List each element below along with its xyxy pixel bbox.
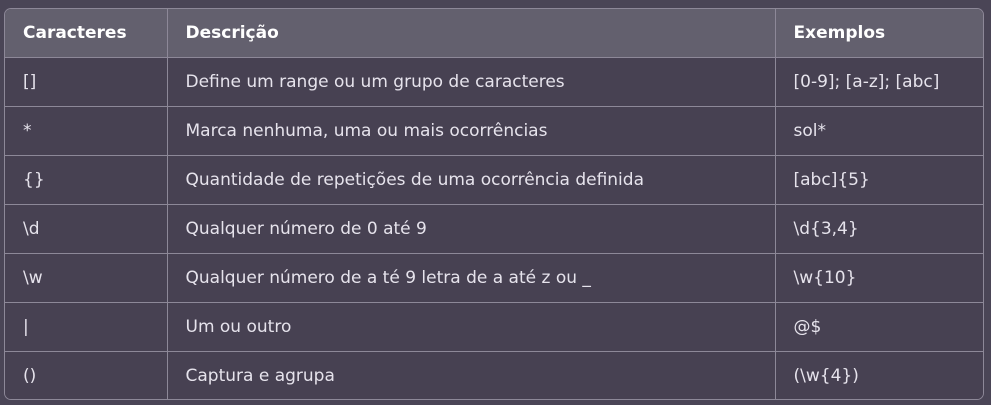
regex-table-container <box>4 8 984 400</box>
cell-descricao: Captura e agrupa <box>167 351 775 400</box>
cell-descricao: Qualquer número de a té 9 letra de a até z ou _ <box>167 253 775 302</box>
cell-caractere: [] <box>5 57 167 106</box>
cell-exemplo: \d{3,4} <box>775 204 983 253</box>
cell-descricao: Define um range ou um grupo de caracteres <box>167 57 775 106</box>
header-descricao: Descrição <box>167 9 775 57</box>
cell-exemplo: sol* <box>775 106 983 155</box>
cell-descricao: Marca nenhuma, uma ou mais ocorrências <box>167 106 775 155</box>
cell-caractere: | <box>5 302 167 351</box>
header-exemplos: Exemplos <box>775 9 983 57</box>
cell-caractere: \d <box>5 204 167 253</box>
header-row <box>5 9 983 57</box>
cell-caractere: \w <box>5 253 167 302</box>
table-row <box>5 253 983 302</box>
cell-exemplo: @$ <box>775 302 983 351</box>
table-header <box>5 9 983 57</box>
cell-descricao: Um ou outro <box>167 302 775 351</box>
table-row <box>5 155 983 204</box>
cell-exemplo: (\w{4}) <box>793 365 859 386</box>
header-caracteres: Caracteres <box>5 9 167 57</box>
regex-table <box>5 9 983 400</box>
cell-caractere: {} <box>5 155 167 204</box>
cell-caractere: () <box>5 351 167 400</box>
cell-exemplo: \w{10} <box>775 253 983 302</box>
cell-caractere: * <box>5 106 167 155</box>
cell-exemplo: [abc]{5} <box>775 155 983 204</box>
table-body <box>5 57 983 400</box>
table-row <box>5 351 983 400</box>
table-row <box>5 302 983 351</box>
table-row <box>5 57 983 106</box>
cell-exemplo: [0-9]; [a-z]; [abc] <box>775 57 983 106</box>
cell-descricao: Qualquer número de 0 até 9 <box>167 204 775 253</box>
table-row <box>5 106 983 155</box>
cell-descricao: Quantidade de repetições de uma ocorrência definida <box>167 155 775 204</box>
table-row <box>5 204 983 253</box>
